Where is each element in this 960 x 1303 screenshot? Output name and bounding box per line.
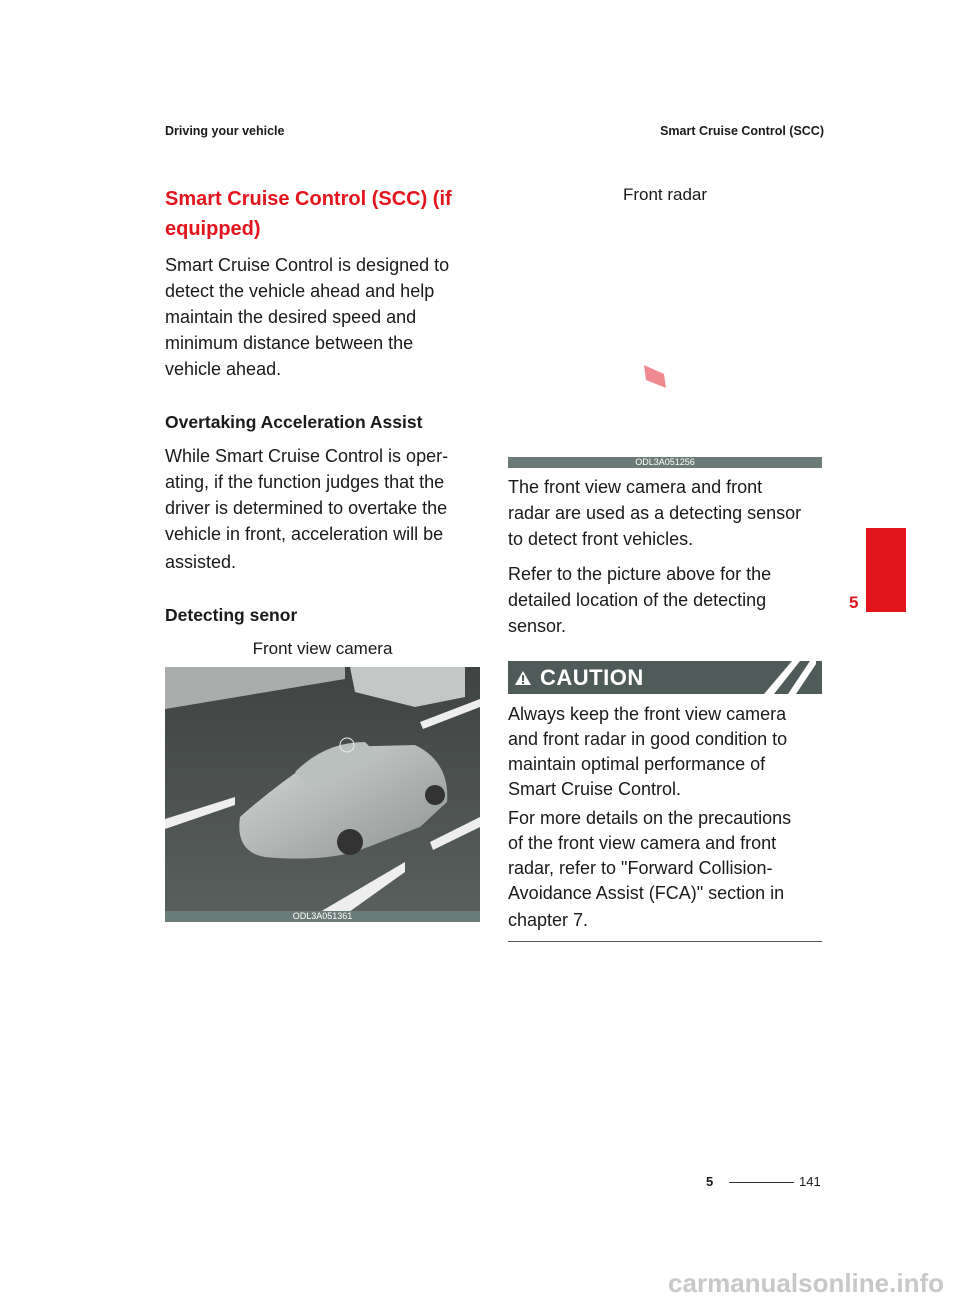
footer-chapter: 5 <box>706 1174 714 1189</box>
detecting-heading: Detecting senor <box>165 605 298 625</box>
radar-image-code: ODL3A051256 <box>508 457 822 468</box>
refer-paragraph: Refer to the picture above for the detailed location of the detecting sensor. <box>508 564 772 636</box>
caution-label: CAUTION <box>540 665 644 690</box>
caution-banner <box>508 661 822 694</box>
chapter-tab[interactable] <box>866 528 906 612</box>
footer-page-number: 141 <box>799 1174 821 1189</box>
header-section-title: Driving your vehicle <box>165 124 285 138</box>
footer-rule <box>729 1182 794 1183</box>
sensor-paragraph: The front view camera and front radar are used as a detecting sensor to detect front vehicles. <box>508 477 802 549</box>
overtaking-paragraph: While Smart Cruise Control is oper- ating, if the function judges that the driver is determined to overtake the vehicle in front, acceleration will be assisted. <box>165 446 449 572</box>
header-page-title: Smart Cruise Control (SCC) <box>660 124 824 138</box>
front-camera-illustration <box>165 667 480 922</box>
intro-paragraph: Smart Cruise Control is designed to detect the vehicle ahead and help maintain the desired speed and minimum distance between the vehicle ahead. <box>165 255 450 379</box>
camera-caption: Front view camera <box>252 639 393 658</box>
warning-icon <box>514 670 532 686</box>
car-on-road-image <box>165 667 480 922</box>
overtaking-heading: Overtaking Acceleration Assist <box>165 412 423 432</box>
radar-caption: Front radar <box>622 185 708 204</box>
caution-text-2: For more details on the precautions of the front view camera and front radar, refer to "Forward Collision- Avoidance Assist (FCA)" section in chapter 7. <box>508 808 792 930</box>
chapter-tab-number: 5 <box>849 593 859 612</box>
camera-image-code: ODL3A051361 <box>165 911 480 922</box>
front-radar-marker <box>640 362 670 392</box>
watermark: carmanualsonline.info <box>668 1268 944 1298</box>
caution-divider <box>508 941 822 942</box>
section-title: Smart Cruise Control (SCC) (if equipped) <box>165 188 452 240</box>
caution-text-1: Always keep the front view camera and front radar in good condition to maintain optimal performance of Smart Cruise Control. <box>508 704 788 799</box>
caution-stripes <box>762 661 822 694</box>
